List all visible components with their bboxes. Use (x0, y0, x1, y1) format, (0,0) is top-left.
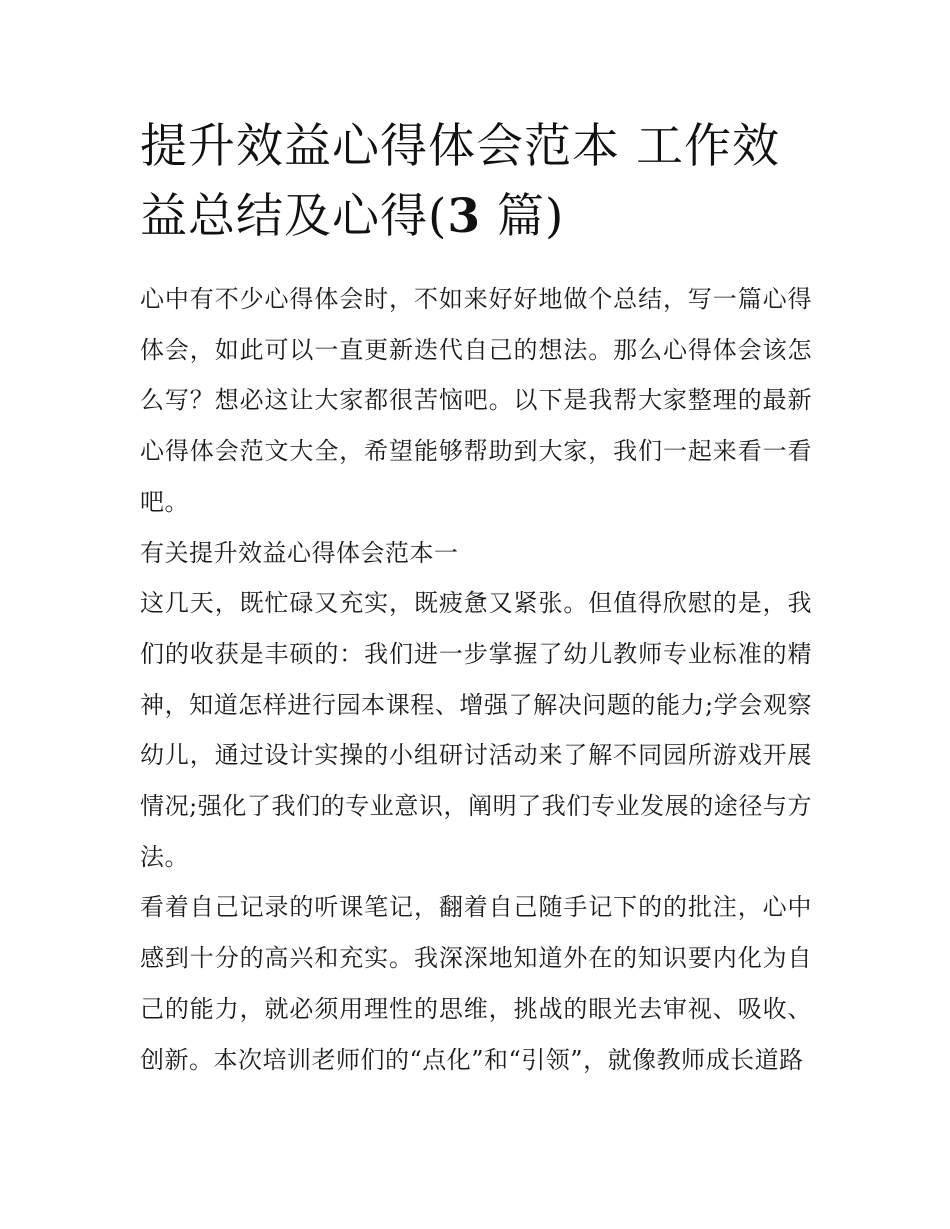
section-heading: 有关提升效益心得体会范本一 (140, 538, 459, 567)
document-page (140, 112, 812, 1085)
title-text-part2: 篇) (481, 189, 565, 244)
intro-paragraph: 心中有不少心得体会时，不如来好好地做个总结，写一篇心得体会，如此可以一直更新迭代自己的想法。那么心得体会该怎么写？想必这让大家都很苦恼吧。以下是我帮大家整理的最新心得体会范文大全，希望能够帮助到大家，我们一起来看一看吧。 (140, 285, 812, 516)
title-number: 3 (447, 189, 482, 244)
title-text-part1: 提升效益心得体会范本 工作效益总结及心得( (140, 119, 780, 244)
document-body (140, 274, 812, 1085)
body-paragraph: 看着自己记录的听课笔记，翻着自己随手记下的的批注，心中感到十分的高兴和充实。我深深地知道外在的知识要内化为自己的能力，就必须用理性的思维，挑战的眼光去审视、吸收、创新。本次培训老师们的“点化”和“引领”，就像教师成长道路 (140, 893, 812, 1074)
document-title (140, 112, 812, 252)
body-paragraph: 这几天，既忙碌又充实，既疲惫又紧张。但值得欣慰的是，我们的收获是丰硕的：我们进一步掌握了幼儿教师专业标准的精神，知道怎样进行园本课程、增强了解决问题的能力;学会观察幼儿，通过设计实操的小组研讨活动来了解不同园所游戏开展情况;强化了我们的专业意识，阐明了我们专业发展的途径与方法。 (140, 589, 812, 871)
